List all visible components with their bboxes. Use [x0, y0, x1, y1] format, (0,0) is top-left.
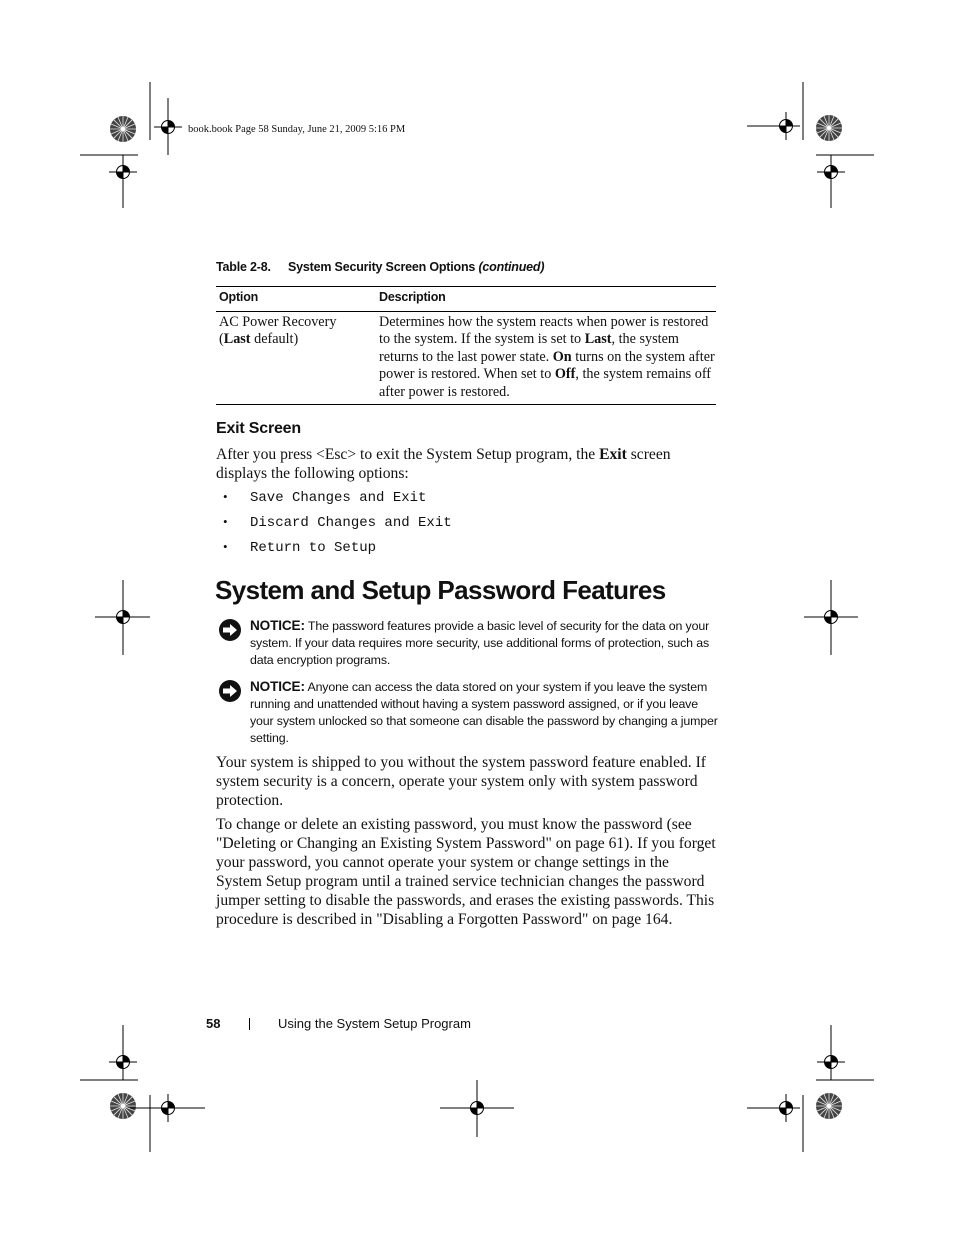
table-cell-description: Determines how the system reacts when power is restored to the system. If the system is set to Last, the system returns to the last power state. On turns on the system after power is restored. When set to Off, the system remains off after power is restored. [379, 314, 715, 400]
table-caption-number: Table 2-8. [216, 260, 271, 274]
footer-separator [249, 1018, 250, 1030]
starburst-bottom-left-icon [110, 1093, 136, 1119]
notice-text: The password features provide a basic level of security for the data on your system. If your data requires more security, use additional forms of protection, such as data encryption programs. [250, 619, 710, 667]
running-header: book.book Page 58 Sunday, June 21, 2009 5:16 PM [188, 124, 406, 135]
paragraph-change-password: To change or delete an existing password, you must know the password (see "Deleting or Changing an Existing System Password" on page 61). If you forget your password, you cannot operate your system or change settings in the System Setup program until a trained service technician changes the password jumper setting to disable the passwords, and erases the existing passwords. This procedure is described in "Disabling a Forgotten Password" on page 164. [216, 816, 716, 928]
starburst-top-right-icon [816, 115, 842, 141]
option-name: AC Power Recovery [219, 314, 337, 330]
notice-label: NOTICE: [250, 618, 305, 633]
table-caption-title: System Security Screen Options [288, 260, 476, 274]
table-top-rule [216, 286, 716, 287]
table-header-option: Option [219, 290, 259, 304]
table-cell-option [219, 314, 369, 349]
table-header-description: Description [379, 290, 446, 304]
notice-arrow-icon [218, 679, 242, 703]
table-header-rule [216, 311, 716, 312]
section-title: System and Setup Password Features [215, 575, 666, 605]
exit-option-discard: Discard Changes and Exit [250, 515, 452, 531]
page-number: 58 [206, 1016, 221, 1031]
paragraph-shipped: Your system is shipped to you without the system password feature enabled. If system security is a concern, operate your system only with system password protection. [216, 754, 706, 809]
starburst-top-left-icon [110, 116, 136, 142]
starburst-bottom-right-icon [816, 1093, 842, 1119]
notice-1 [250, 617, 720, 669]
option-default: (Last default) [219, 331, 299, 348]
notice-text: Anyone can access the data stored on your system if you leave the system running and unattended without having a system password assigned, or if you leave your system unlocked so that someone can disable the password by changing a jumper setting. [250, 680, 718, 745]
bullet-2: • [223, 514, 228, 529]
exit-option-return: Return to Setup [250, 540, 377, 556]
notice-2 [250, 678, 720, 747]
table-caption-continued: (continued) [478, 260, 545, 274]
notice-arrow-icon [218, 618, 242, 642]
table-caption [216, 260, 544, 274]
exit-screen-intro: After you press <Esc> to exit the System Setup program, the Exit screen displays the following options: [216, 446, 671, 482]
bullet-1: • [223, 489, 228, 504]
bullet-3: • [223, 539, 228, 554]
notice-label: NOTICE: [250, 679, 305, 694]
table-bottom-rule [216, 404, 716, 405]
footer-chapter-title: Using the System Setup Program [278, 1016, 471, 1031]
exit-option-save: Save Changes and Exit [250, 490, 427, 506]
exit-screen-heading: Exit Screen [216, 420, 301, 437]
